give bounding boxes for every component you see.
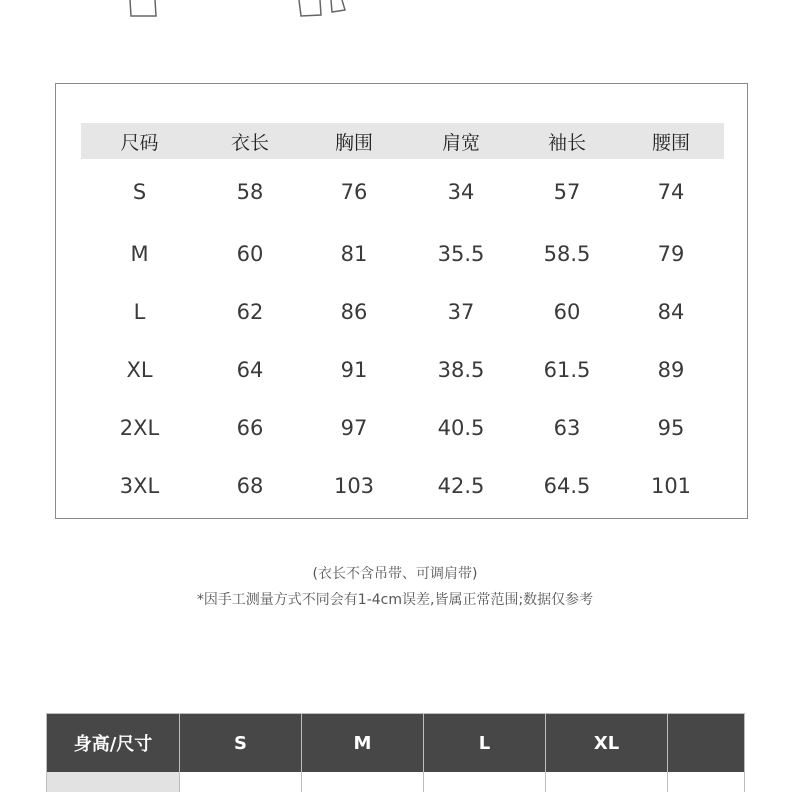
- header-waist: 腰围: [618, 123, 724, 159]
- cell-size: 2XL: [119, 416, 160, 440]
- garment-sketch-illustration: [0, 0, 790, 22]
- header-l: L: [424, 714, 546, 773]
- size-chart-table: [81, 123, 724, 515]
- cell-shoulder: 34: [447, 180, 475, 204]
- header-sleeve: 袖长: [516, 123, 618, 159]
- table-row: [81, 457, 724, 515]
- cell-waist: 84: [657, 300, 685, 324]
- cell-bust: 97: [340, 416, 368, 440]
- cell-sleeve: 61.5: [543, 358, 591, 382]
- size-chart-header-row: [81, 123, 724, 159]
- height-table-header-row: [47, 714, 745, 773]
- cell-bust: 86: [340, 300, 368, 324]
- table-cell: [424, 772, 546, 792]
- header-size: 尺码: [81, 123, 198, 159]
- cell-waist: 79: [657, 242, 685, 266]
- header-height-size: 身高/尺寸: [47, 714, 180, 773]
- table-row: [81, 225, 724, 283]
- header-xl: XL: [546, 714, 668, 773]
- table-row: [81, 341, 724, 399]
- cell-shoulder: 40.5: [437, 416, 485, 440]
- cell-bust: 76: [340, 180, 368, 204]
- header-bust: 胸围: [302, 123, 406, 159]
- cell-sleeve: 58.5: [543, 242, 591, 266]
- header-shoulder: 肩宽: [406, 123, 516, 159]
- table-row: [81, 283, 724, 341]
- cell-sleeve: 63: [553, 416, 581, 440]
- cell-sleeve: 57: [553, 180, 581, 204]
- cell-length: 66: [236, 416, 264, 440]
- header-length: 衣长: [198, 123, 302, 159]
- cell-length: 58: [236, 180, 264, 204]
- cell-size: 3XL: [119, 474, 160, 498]
- cell-size: M: [130, 242, 149, 266]
- cell-size: S: [132, 180, 147, 204]
- cell-waist: 95: [657, 416, 685, 440]
- cell-length: 68: [236, 474, 264, 498]
- measurement-disclaimer: *因手工测量方式不同会有1-4cm误差,皆属正常范围;数据仅参考: [196, 592, 594, 608]
- cell-size: XL: [126, 358, 153, 382]
- table-row: [81, 399, 724, 457]
- cell-length: 64: [236, 358, 264, 382]
- header-m: M: [302, 714, 424, 773]
- cell-bust: 103: [333, 474, 375, 498]
- table-cell: [302, 772, 424, 792]
- cell-size: L: [133, 300, 146, 324]
- height-size-table: [46, 713, 745, 792]
- table-cell: [47, 772, 180, 792]
- cell-shoulder: 42.5: [437, 474, 485, 498]
- cell-shoulder: 38.5: [437, 358, 485, 382]
- header-s: S: [180, 714, 302, 773]
- cell-waist: 101: [650, 474, 692, 498]
- table-cell: [668, 772, 745, 792]
- table-cell: [180, 772, 302, 792]
- cell-bust: 81: [340, 242, 368, 266]
- table-cell: [546, 772, 668, 792]
- cell-waist: 89: [657, 358, 685, 382]
- cell-waist: 74: [657, 180, 685, 204]
- cell-sleeve: 60: [553, 300, 581, 324]
- cell-length: 62: [236, 300, 264, 324]
- cell-length: 60: [236, 242, 264, 266]
- table-row: [47, 772, 745, 792]
- length-note: (衣长不含吊带、可调肩带): [312, 566, 478, 582]
- table-row: [81, 159, 724, 225]
- cell-shoulder: 35.5: [437, 242, 485, 266]
- cell-sleeve: 64.5: [543, 474, 591, 498]
- cell-bust: 91: [340, 358, 368, 382]
- header-extra: [668, 714, 745, 773]
- cell-shoulder: 37: [447, 300, 475, 324]
